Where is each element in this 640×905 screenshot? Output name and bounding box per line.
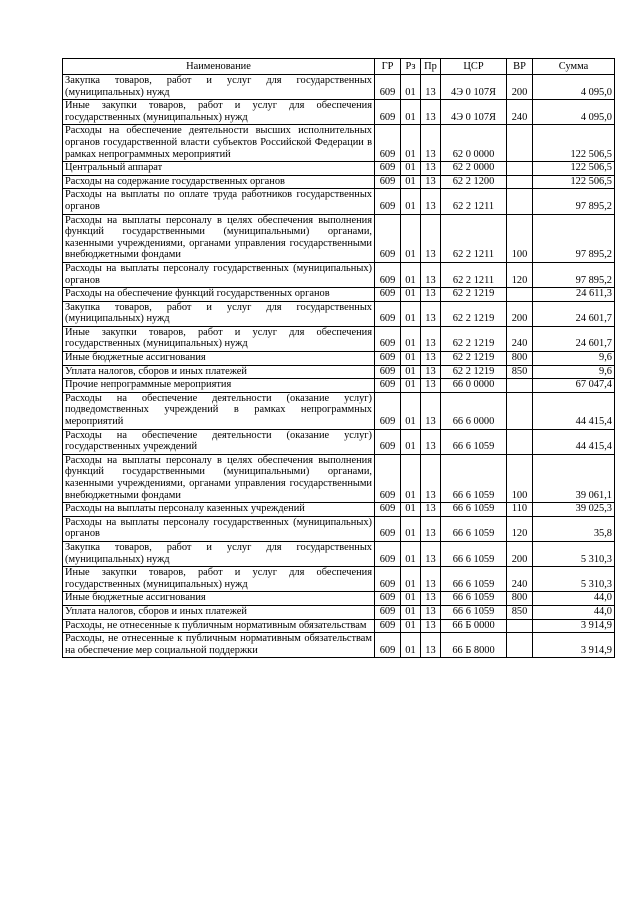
cell-rz: 01 [401, 100, 421, 125]
cell-gr: 609 [375, 326, 401, 351]
cell-csr: 66 6 1059 [441, 541, 507, 566]
cell-csr: 62 2 1219 [441, 326, 507, 351]
cell-sum: 35,8 [533, 516, 615, 541]
cell-vr [507, 288, 533, 302]
cell-pr: 13 [421, 633, 441, 658]
cell-gr: 609 [375, 175, 401, 189]
cell-name: Иные бюджетные ассигнования [63, 352, 375, 366]
cell-name: Расходы, не отнесенные к публичным нормативным обязательствам на обеспечение мер социальной поддержки [63, 633, 375, 658]
cell-csr: 62 2 1219 [441, 288, 507, 302]
cell-rz: 01 [401, 365, 421, 379]
header-pr: Пр [421, 59, 441, 75]
cell-vr [507, 175, 533, 189]
cell-vr: 110 [507, 503, 533, 517]
cell-gr: 609 [375, 365, 401, 379]
cell-vr [507, 633, 533, 658]
cell-pr: 13 [421, 125, 441, 162]
cell-pr: 13 [421, 75, 441, 100]
cell-rz: 01 [401, 392, 421, 429]
cell-vr: 120 [507, 262, 533, 287]
cell-rz: 01 [401, 605, 421, 619]
cell-sum: 97 895,2 [533, 262, 615, 287]
cell-gr: 609 [375, 262, 401, 287]
cell-sum: 9,6 [533, 365, 615, 379]
cell-sum: 44,0 [533, 605, 615, 619]
cell-gr: 609 [375, 189, 401, 214]
table-row [63, 633, 615, 658]
header-gr: ГР [375, 59, 401, 75]
table-row [63, 214, 615, 262]
cell-sum: 24 601,7 [533, 301, 615, 326]
cell-gr: 609 [375, 392, 401, 429]
cell-rz: 01 [401, 541, 421, 566]
table-row [63, 592, 615, 606]
cell-csr: 62 2 1219 [441, 352, 507, 366]
cell-sum: 4 095,0 [533, 100, 615, 125]
table-row [63, 503, 615, 517]
table-row [63, 619, 615, 633]
cell-gr: 609 [375, 503, 401, 517]
table-header-row [63, 59, 615, 75]
cell-gr: 609 [375, 429, 401, 454]
cell-rz: 01 [401, 352, 421, 366]
cell-pr: 13 [421, 567, 441, 592]
cell-rz: 01 [401, 592, 421, 606]
cell-sum: 97 895,2 [533, 214, 615, 262]
table-row [63, 100, 615, 125]
cell-csr: 66 6 1059 [441, 605, 507, 619]
cell-rz: 01 [401, 379, 421, 393]
cell-csr: 62 2 1219 [441, 301, 507, 326]
cell-name: Расходы на выплаты персоналу в целях обеспечения выполнения функций государственными (муниципальными) органами, казенными учреждениями, органами управления государственными внебюджетными фондами [63, 214, 375, 262]
cell-rz: 01 [401, 633, 421, 658]
cell-rz: 01 [401, 326, 421, 351]
cell-name: Расходы на выплаты персоналу казенных учреждений [63, 503, 375, 517]
table-body [63, 75, 615, 658]
cell-vr: 120 [507, 516, 533, 541]
cell-pr: 13 [421, 214, 441, 262]
cell-name: Расходы, не отнесенные к публичным нормативным обязательствам [63, 619, 375, 633]
cell-sum: 4 095,0 [533, 75, 615, 100]
cell-pr: 13 [421, 619, 441, 633]
cell-pr: 13 [421, 326, 441, 351]
cell-pr: 13 [421, 592, 441, 606]
cell-rz: 01 [401, 503, 421, 517]
cell-name: Расходы на выплаты персоналу в целях обеспечения выполнения функций государственными (муниципальными) органами, казенными учреждениями, органами управления государственными внебюджетными фондами [63, 454, 375, 502]
cell-gr: 609 [375, 633, 401, 658]
cell-pr: 13 [421, 189, 441, 214]
cell-csr: 66 6 1059 [441, 592, 507, 606]
table-row [63, 541, 615, 566]
cell-name: Иные бюджетные ассигнования [63, 592, 375, 606]
cell-gr: 609 [375, 100, 401, 125]
table-row [63, 175, 615, 189]
cell-csr: 62 2 1211 [441, 189, 507, 214]
cell-pr: 13 [421, 162, 441, 176]
cell-pr: 13 [421, 175, 441, 189]
cell-gr: 609 [375, 619, 401, 633]
cell-pr: 13 [421, 288, 441, 302]
table-row [63, 352, 615, 366]
cell-csr: 66 6 0000 [441, 392, 507, 429]
cell-gr: 609 [375, 214, 401, 262]
cell-vr: 850 [507, 365, 533, 379]
header-vr: ВР [507, 59, 533, 75]
cell-rz: 01 [401, 189, 421, 214]
cell-name: Расходы на обеспечение деятельности высших исполнительных органов государственной власти субъектов Российской Федерации в рамках непрограммных мероприятий [63, 125, 375, 162]
cell-name: Расходы на обеспечение деятельности (оказание услуг) подведомственных учреждений в рамках непрограммных мероприятий [63, 392, 375, 429]
cell-gr: 609 [375, 516, 401, 541]
table-row [63, 326, 615, 351]
cell-csr: 62 2 0000 [441, 162, 507, 176]
cell-name: Закупка товаров, работ и услуг для государственных (муниципальных) нужд [63, 541, 375, 566]
table-row [63, 162, 615, 176]
cell-gr: 609 [375, 541, 401, 566]
cell-pr: 13 [421, 100, 441, 125]
budget-document-page [62, 58, 614, 658]
header-sum: Сумма [533, 59, 615, 75]
cell-name: Уплата налогов, сборов и иных платежей [63, 605, 375, 619]
cell-vr: 800 [507, 352, 533, 366]
table-row [63, 365, 615, 379]
cell-rz: 01 [401, 619, 421, 633]
cell-vr: 200 [507, 541, 533, 566]
cell-vr: 240 [507, 567, 533, 592]
cell-pr: 13 [421, 262, 441, 287]
cell-sum: 44 415,4 [533, 392, 615, 429]
cell-vr [507, 379, 533, 393]
cell-gr: 609 [375, 605, 401, 619]
cell-pr: 13 [421, 541, 441, 566]
table-row [63, 392, 615, 429]
cell-sum: 5 310,3 [533, 541, 615, 566]
table-row [63, 567, 615, 592]
cell-csr: 62 2 1211 [441, 262, 507, 287]
header-rz: Рз [401, 59, 421, 75]
cell-csr: 66 6 1059 [441, 516, 507, 541]
cell-gr: 609 [375, 75, 401, 100]
cell-name: Закупка товаров, работ и услуг для государственных (муниципальных) нужд [63, 75, 375, 100]
cell-rz: 01 [401, 125, 421, 162]
cell-csr: 66 Б 8000 [441, 633, 507, 658]
table-row [63, 262, 615, 287]
cell-pr: 13 [421, 429, 441, 454]
cell-name: Иные закупки товаров, работ и услуг для обеспечения государственных (муниципальных) нужд [63, 100, 375, 125]
cell-name: Расходы на обеспечение деятельности (оказание услуг) государственных учреждений [63, 429, 375, 454]
cell-rz: 01 [401, 162, 421, 176]
cell-rz: 01 [401, 454, 421, 502]
table-row [63, 379, 615, 393]
cell-name: Прочие непрограммные мероприятия [63, 379, 375, 393]
cell-gr: 609 [375, 125, 401, 162]
cell-sum: 3 914,9 [533, 619, 615, 633]
table-row [63, 516, 615, 541]
cell-pr: 13 [421, 516, 441, 541]
table-row [63, 454, 615, 502]
cell-sum: 67 047,4 [533, 379, 615, 393]
cell-name: Расходы на выплаты персоналу государственных (муниципальных) органов [63, 516, 375, 541]
cell-rz: 01 [401, 429, 421, 454]
cell-sum: 44 415,4 [533, 429, 615, 454]
cell-sum: 24 611,3 [533, 288, 615, 302]
cell-sum: 122 506,5 [533, 175, 615, 189]
cell-pr: 13 [421, 503, 441, 517]
cell-rz: 01 [401, 516, 421, 541]
cell-name: Центральный аппарат [63, 162, 375, 176]
cell-sum: 122 506,5 [533, 125, 615, 162]
cell-csr: 66 6 1059 [441, 429, 507, 454]
cell-csr: 66 6 1059 [441, 503, 507, 517]
cell-vr: 100 [507, 214, 533, 262]
table-row [63, 605, 615, 619]
cell-csr: 66 Б 0000 [441, 619, 507, 633]
cell-gr: 609 [375, 352, 401, 366]
cell-pr: 13 [421, 352, 441, 366]
cell-name: Расходы на выплаты по оплате труда работников государственных органов [63, 189, 375, 214]
cell-csr: 62 0 0000 [441, 125, 507, 162]
cell-gr: 609 [375, 592, 401, 606]
cell-rz: 01 [401, 75, 421, 100]
cell-rz: 01 [401, 301, 421, 326]
cell-vr: 240 [507, 326, 533, 351]
cell-name: Иные закупки товаров, работ и услуг для обеспечения государственных (муниципальных) нужд [63, 326, 375, 351]
table-row [63, 75, 615, 100]
table-row [63, 125, 615, 162]
cell-vr: 100 [507, 454, 533, 502]
cell-name: Уплата налогов, сборов и иных платежей [63, 365, 375, 379]
cell-vr [507, 392, 533, 429]
budget-expenditure-table [62, 58, 615, 658]
cell-vr: 200 [507, 75, 533, 100]
cell-sum: 44,0 [533, 592, 615, 606]
cell-gr: 609 [375, 301, 401, 326]
cell-pr: 13 [421, 301, 441, 326]
table-row [63, 189, 615, 214]
cell-gr: 609 [375, 288, 401, 302]
cell-sum: 39 025,3 [533, 503, 615, 517]
cell-vr [507, 619, 533, 633]
cell-vr: 200 [507, 301, 533, 326]
cell-vr [507, 189, 533, 214]
cell-sum: 3 914,9 [533, 633, 615, 658]
cell-vr: 240 [507, 100, 533, 125]
table-row [63, 288, 615, 302]
cell-csr: 66 0 0000 [441, 379, 507, 393]
cell-csr: 66 6 1059 [441, 567, 507, 592]
table-row [63, 301, 615, 326]
cell-name: Закупка товаров, работ и услуг для государственных (муниципальных) нужд [63, 301, 375, 326]
cell-rz: 01 [401, 262, 421, 287]
cell-gr: 609 [375, 454, 401, 502]
cell-sum: 9,6 [533, 352, 615, 366]
cell-sum: 122 506,5 [533, 162, 615, 176]
header-csr: ЦСР [441, 59, 507, 75]
cell-csr: 62 2 1200 [441, 175, 507, 189]
cell-csr: 4Э 0 107Я [441, 75, 507, 100]
cell-pr: 13 [421, 379, 441, 393]
cell-csr: 66 6 1059 [441, 454, 507, 502]
table-row [63, 429, 615, 454]
cell-pr: 13 [421, 605, 441, 619]
cell-vr [507, 162, 533, 176]
cell-rz: 01 [401, 567, 421, 592]
header-name: Наименование [63, 59, 375, 75]
cell-sum: 5 310,3 [533, 567, 615, 592]
cell-pr: 13 [421, 454, 441, 502]
cell-rz: 01 [401, 214, 421, 262]
cell-name: Расходы на обеспечение функций государственных органов [63, 288, 375, 302]
cell-sum: 97 895,2 [533, 189, 615, 214]
cell-csr: 4Э 0 107Я [441, 100, 507, 125]
cell-vr: 850 [507, 605, 533, 619]
cell-gr: 609 [375, 162, 401, 176]
cell-vr [507, 125, 533, 162]
cell-csr: 62 2 1211 [441, 214, 507, 262]
cell-name: Иные закупки товаров, работ и услуг для обеспечения государственных (муниципальных) нужд [63, 567, 375, 592]
cell-sum: 39 061,1 [533, 454, 615, 502]
cell-name: Расходы на выплаты персоналу государственных (муниципальных) органов [63, 262, 375, 287]
cell-sum: 24 601,7 [533, 326, 615, 351]
cell-pr: 13 [421, 392, 441, 429]
cell-vr [507, 429, 533, 454]
cell-csr: 62 2 1219 [441, 365, 507, 379]
cell-pr: 13 [421, 365, 441, 379]
cell-gr: 609 [375, 567, 401, 592]
cell-vr: 800 [507, 592, 533, 606]
cell-name: Расходы на содержание государственных органов [63, 175, 375, 189]
cell-gr: 609 [375, 379, 401, 393]
cell-rz: 01 [401, 288, 421, 302]
cell-rz: 01 [401, 175, 421, 189]
